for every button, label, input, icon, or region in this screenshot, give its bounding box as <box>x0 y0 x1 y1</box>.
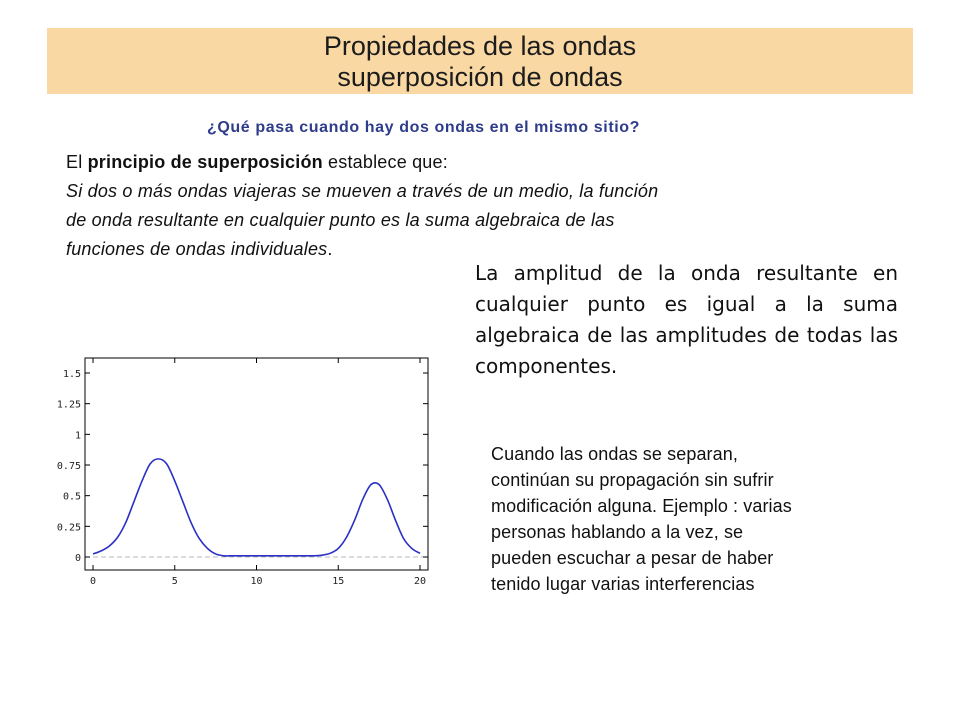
x-tick-label: 15 <box>332 576 345 587</box>
separation-line-2: continúan su propagación sin sufrir <box>491 470 774 490</box>
x-tick-label: 5 <box>171 576 178 587</box>
principle-intro-after: establece que: <box>322 152 448 172</box>
y-tick-label: 0.25 <box>56 522 81 534</box>
tick-layer <box>57 358 428 587</box>
principle-statement-line-2: de onda resultante en cualquier punto es la suma algebraica de las <box>66 210 615 230</box>
y-tick-label: 0 <box>74 553 81 564</box>
principle-statement-line-3-text: funciones de ondas individuales <box>66 239 328 259</box>
separation-line-6: tenido lugar varias interferencias <box>491 574 755 594</box>
x-tick-label: 0 <box>89 576 97 587</box>
series-layer <box>93 459 420 556</box>
principle-statement-line-1: Si dos o más ondas viajeras se mueven a través de un medio, la función <box>66 181 659 201</box>
separation-line-1: Cuando las ondas se separan, <box>491 444 738 464</box>
title-line-2: superposición de ondas <box>337 62 623 92</box>
amplitude-paragraph: La amplitud de la onda resultante en cualquier punto es igual a la suma algebraica de las amplitudes de todas las componentes. <box>475 261 898 378</box>
principle-paragraph <box>66 148 846 264</box>
y-tick-label: 1.25 <box>56 399 81 411</box>
wave-chart <box>28 352 438 592</box>
x-tick-label: 20 <box>413 576 427 587</box>
y-tick-label: 1 <box>74 430 81 442</box>
principle-intro <box>66 148 846 177</box>
separation-line-5: pueden escuchar a pesar de haber <box>491 548 774 568</box>
principle-term: principio de superposición <box>87 152 323 172</box>
separation-line-3: modificación alguna. Ejemplo : varias <box>491 496 792 516</box>
wave-series-line <box>93 459 420 556</box>
y-tick-label: 0.75 <box>56 461 81 472</box>
question-heading: ¿Qué pasa cuando hay dos ondas en el mismo sitio? <box>207 119 641 136</box>
separation-paragraph <box>491 441 931 597</box>
separation-line-4: personas hablando a la vez, se <box>491 522 744 542</box>
title-line-1: Propiedades de las ondas <box>323 31 637 61</box>
y-tick-label: 0.5 <box>62 491 81 503</box>
title-band <box>47 28 913 94</box>
plot-frame <box>85 358 428 570</box>
y-tick-label: 1.5 <box>62 369 81 380</box>
x-tick-label: 10 <box>250 576 263 587</box>
principle-statement-end: . <box>327 239 333 259</box>
principle-intro-before: El <box>66 152 88 172</box>
